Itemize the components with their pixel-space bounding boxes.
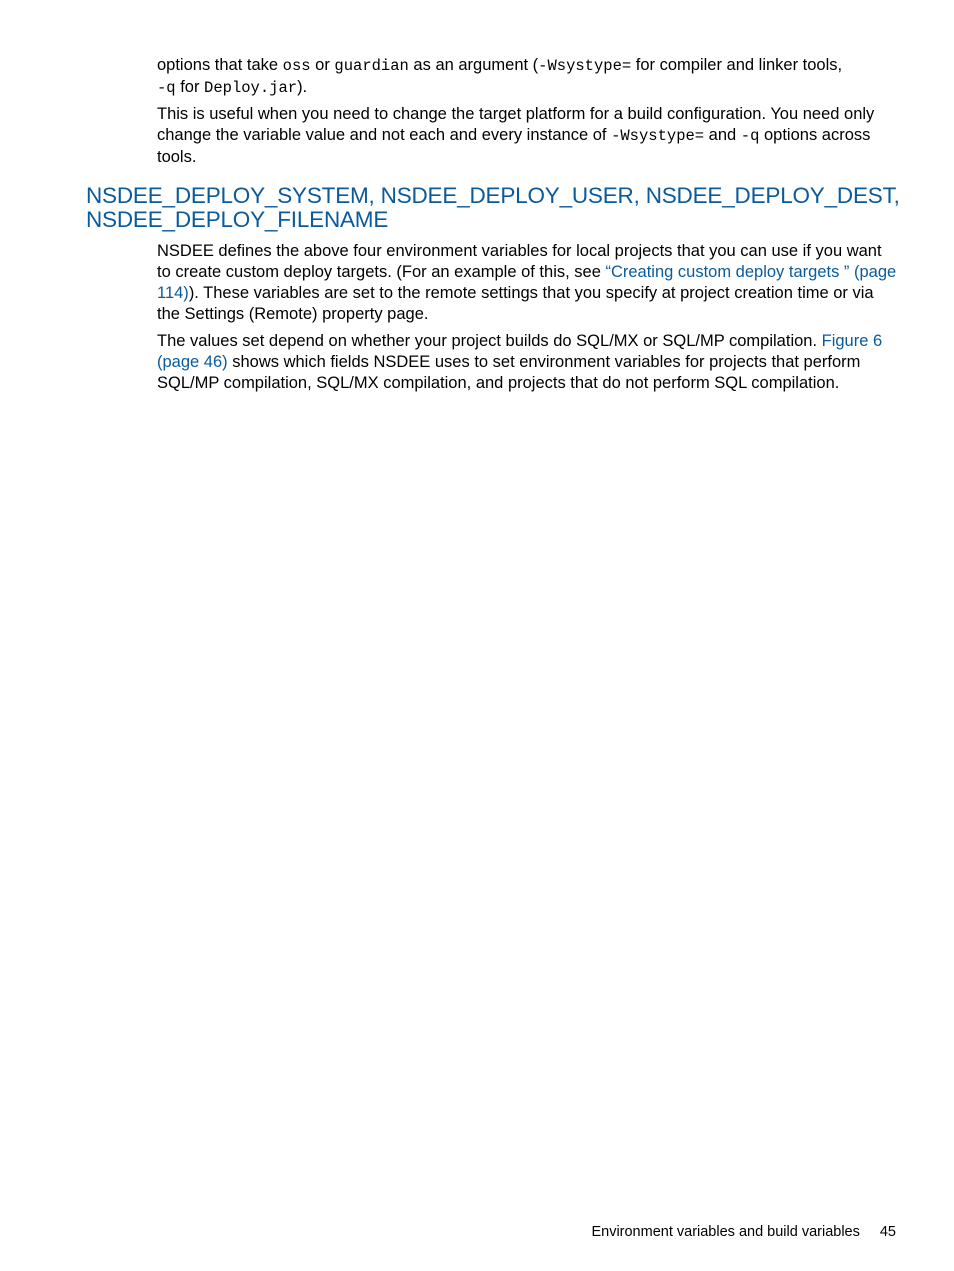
heading-line-1: NSDEE_DEPLOY_SYSTEM, NSDEE_DEPLOY_USER, NSDEE_DEPLOY_DEST,	[86, 183, 900, 208]
code-wsystype: -Wsystype=	[611, 127, 705, 145]
text: and	[704, 126, 741, 144]
text: options across tools.	[157, 126, 871, 166]
link-figure-6[interactable]: Figure 6 (page 46)	[157, 332, 883, 371]
section-heading	[86, 184, 906, 232]
text: This is useful when you need to change the target platform for a build configuration. You need only change the variable value and not each and every instance of	[157, 105, 875, 144]
code-wsystype: -Wsystype=	[538, 57, 632, 75]
code-q: -q	[157, 79, 176, 97]
heading-line-2: NSDEE_DEPLOY_FILENAME	[86, 207, 389, 232]
text: ).	[297, 78, 308, 96]
link-creating-custom-deploy-targets[interactable]: “Creating custom deploy targets ” (page 114)	[157, 263, 897, 302]
text: ). These variables are set to the remote settings that you specify at project creation time or via the Settings (Remote) property page.	[157, 284, 874, 323]
code-oss: oss	[282, 57, 311, 75]
text: for compiler and linker tools,	[631, 56, 843, 74]
paragraph-env-variables	[157, 241, 899, 325]
text: NSDEE defines the above four environment variables for local projects that you can use if you want to create custom deploy targets. (For an example of this, see	[157, 242, 882, 281]
text: options that take	[157, 56, 283, 74]
text: or	[310, 56, 335, 74]
page-number: 45	[879, 1224, 896, 1240]
code-q: -q	[740, 127, 760, 145]
code-guardian: guardian	[334, 57, 409, 75]
code-deploy-jar: Deploy.jar	[204, 79, 298, 97]
paragraph-target-platform	[157, 104, 899, 168]
paragraph-sql-compilation	[157, 331, 899, 394]
text: The values set depend on whether your project builds do SQL/MX or SQL/MP compilation.	[157, 332, 822, 350]
paragraph-wsystype-options	[157, 55, 899, 99]
text: as an argument (	[408, 56, 539, 74]
footer-section-title: Environment variables and build variables	[591, 1224, 860, 1240]
text: for	[175, 78, 205, 96]
text: shows which fields NSDEE uses to set environment variables for projects that perform SQL/MP compilation, SQL/MX compilation, and projects that do not perform SQL compilation.	[157, 353, 861, 392]
page-footer	[591, 1222, 896, 1242]
